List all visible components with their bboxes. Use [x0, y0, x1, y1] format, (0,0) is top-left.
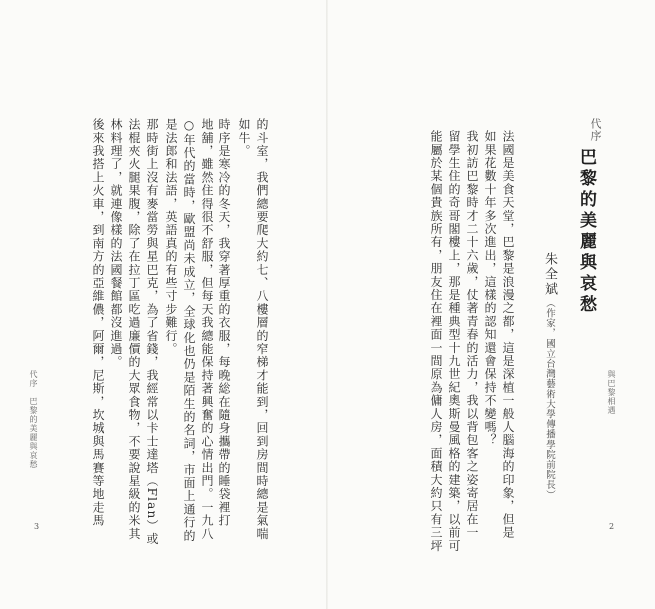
body-column: 如果花數十年多次進出，這樣的認知還會保持不變嗎？	[483, 130, 497, 447]
body-column: 是法郎和法語，英語真的有些寸步難行。	[164, 118, 178, 356]
body-column: ○年代的當時，歐盟尚未成立，全球化也仍是陌生的名詞，市面上通行的	[182, 118, 196, 543]
body-column: 我初訪巴黎時才二十六歲，仗著青春的活力，我以背包客之姿寄居在一	[465, 130, 479, 540]
body-column: 法國是美食天堂，巴黎是浪漫之都，這是深植一般人腦海的印象，但是	[501, 130, 515, 540]
page-number: 2	[609, 522, 615, 531]
body-column: 那時街上沒有麥當勞與星巴克，為了省錢，我經常以卡士達塔（Flan）或	[145, 118, 159, 546]
body-column: 如牛。	[237, 118, 251, 158]
running-head: 代序 巴黎的美麗與哀愁	[29, 370, 38, 469]
author-affiliation: （作家，國立台灣藝術大學傳播學院前院長）	[544, 298, 555, 500]
body-column: 地舖，雖然住得很不舒服，但每天我總能保持著興奮的心情出門。一九八	[200, 118, 214, 541]
body-column: 時序是寒冷的冬天，我穿著厚重的衣服，每晚総在隨身攜帶的睡袋裡打	[217, 118, 231, 528]
body-column: 林料理了，就連像樣的法國餐館都沒進過。	[109, 118, 123, 369]
title-tag: 代序	[589, 118, 602, 142]
body-column: 能屬於某個貴族所有，朋友住在裡面一間原為傭人房，面積大約只有三坪	[429, 130, 443, 553]
body-column: 的斗室，我們總要爬大約七、八樓層的窄梯才能到，回到房間時總是氣喘	[255, 118, 269, 541]
right-page	[328, 0, 655, 609]
chapter-title: 巴黎的美麗與哀愁	[576, 148, 596, 316]
body-column: 法棍夾火腿果腹，除了在拉丁區吃過廉價的大眾食物，不要說星級的米其	[127, 118, 141, 541]
running-head: 與巴黎相遇	[607, 370, 616, 415]
author-name: 朱全斌	[542, 252, 557, 297]
body-column: 後來我搭上火車，到南方的亞維儂，阿爾，尼斯，坎城與馬賽等地走馬	[91, 118, 105, 528]
left-page	[0, 0, 327, 609]
page-number: 3	[34, 522, 40, 531]
body-column: 留學生住的奇哥閣樓上，那是種典型十九世紀奧斯曼風格的建築，以前可	[447, 130, 461, 553]
